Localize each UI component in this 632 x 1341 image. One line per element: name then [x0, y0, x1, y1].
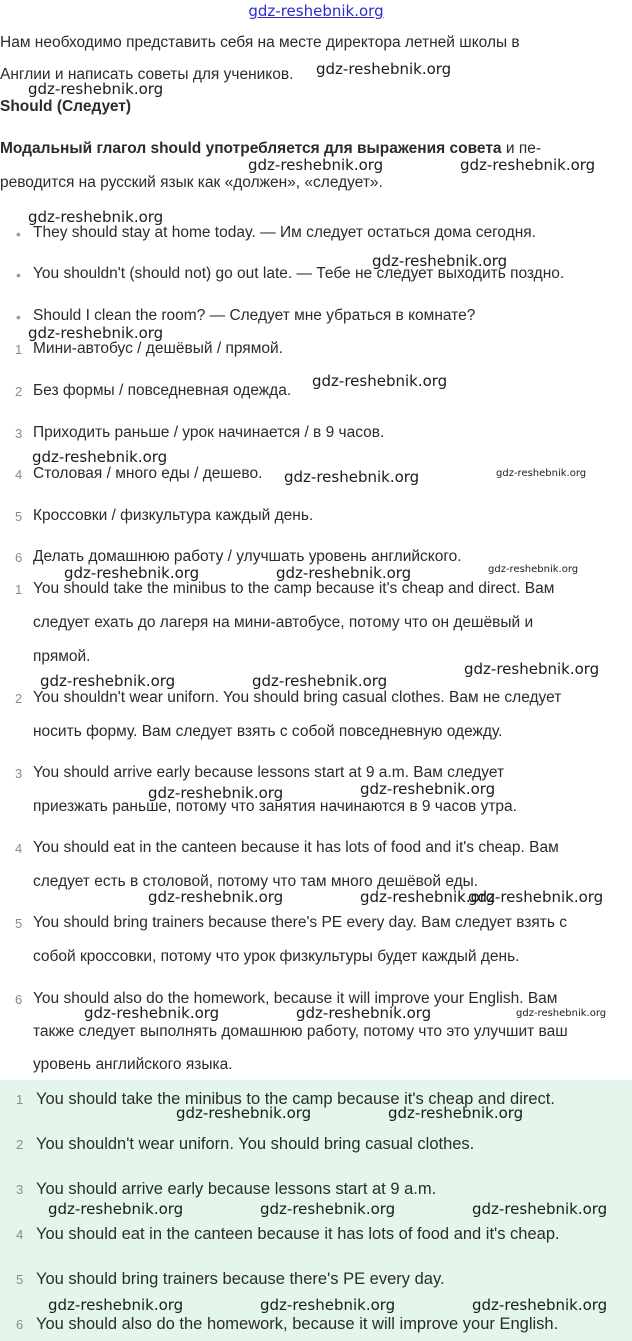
watermark: gdz-reshebnik.org [248, 156, 384, 174]
item-number: 3 [15, 766, 23, 781]
watermark: gdz-reshebnik.org [276, 564, 412, 582]
watermark: gdz-reshebnik.org [252, 672, 388, 690]
summary-text: You should arrive early because lessons start at 9 a.m. [36, 1180, 437, 1198]
site-header-link[interactable]: gdz-reshebnik.org [248, 2, 384, 20]
watermark: gdz-reshebnik.org [472, 1200, 608, 1218]
watermark: gdz-reshebnik.org [284, 468, 420, 486]
bullet-dot: • [16, 226, 21, 242]
item-number: 4 [16, 1227, 24, 1242]
intro-line-1: Нам необходимо представить себя на месте директора летней школы в [0, 34, 520, 51]
watermark: gdz-reshebnik.org [48, 1296, 184, 1314]
item-number: 3 [16, 1182, 24, 1197]
item-number: 5 [15, 509, 23, 524]
watermark: gdz-reshebnik.org [488, 564, 579, 575]
answer-line: собой кроссовки, потому что урок физкультуры будет каждый день. [33, 948, 520, 965]
item-number: 6 [15, 550, 23, 565]
answer-line: носить форму. Вам следует взять с собой повседневную одежду. [33, 723, 503, 740]
watermark: gdz-reshebnik.org [84, 1004, 220, 1022]
item-number: 2 [16, 1137, 24, 1152]
item-number: 5 [16, 1272, 24, 1287]
answer-line: следует ехать до лагеря на мини-автобусе, потому что он дешёвый и [33, 614, 534, 631]
prompt-text: Делать домашнюю работу / улучшать уровень английского. [33, 548, 462, 565]
watermark: gdz-reshebnik.org [316, 60, 452, 78]
answer-line: уровень английского языка. [33, 1056, 233, 1073]
item-number: 3 [15, 426, 23, 441]
summary-text: You should also do the homework, because it will improve your English. [36, 1315, 559, 1333]
item-number: 1 [16, 1092, 24, 1107]
watermark: gdz-reshebnik.org [148, 888, 284, 906]
bullet-dot: • [16, 267, 21, 283]
answer-line: также следует выполнять домашнюю работу, потому что это улучшит ваш [33, 1023, 568, 1040]
rule-bold-text: Модальный глагол should употребляется для выражения совета [0, 140, 502, 157]
watermark: gdz-reshebnik.org [260, 1200, 396, 1218]
item-number: 4 [15, 841, 23, 856]
item-number: 1 [15, 342, 23, 357]
example-text: You shouldn't (should not) go out late. — Тебе не следует выходить поздно. [33, 265, 565, 282]
watermark: gdz-reshebnik.org [28, 208, 164, 226]
summary-text: You should eat in the canteen because it has lots of food and it's cheap. [36, 1225, 560, 1243]
answer-line: You shouldn't wear uniforn. You should bring casual clothes. Вам не следует [33, 689, 562, 706]
prompt-text: Приходить раньше / урок начинается / в 9 часов. [33, 424, 385, 441]
watermark: gdz-reshebnik.org [388, 1104, 524, 1122]
item-number: 5 [15, 916, 23, 931]
answer-line: You should take the minibus to the camp because it's cheap and direct. Вам [33, 580, 555, 597]
answer-line: приезжать раньше, потому что занятия начинаются в 9 часов утра. [33, 798, 517, 815]
answer-line: You should eat in the canteen because it has lots of food and it's cheap. Вам [33, 839, 559, 856]
item-number: 6 [16, 1317, 24, 1332]
watermark: gdz-reshebnik.org [296, 1004, 432, 1022]
watermark: gdz-reshebnik.org [360, 780, 496, 798]
watermark: gdz-reshebnik.org [516, 1008, 607, 1019]
bullet-dot: • [16, 309, 21, 325]
answer-line: You should also do the homework, because it will improve your English. Вам [33, 990, 558, 1007]
watermark: gdz-reshebnik.org [40, 672, 176, 690]
watermark: gdz-reshebnik.org [360, 888, 496, 906]
watermark: gdz-reshebnik.org [28, 324, 164, 342]
rule-line-2: реводится на русский язык как «должен», «следует». [0, 174, 383, 191]
watermark: gdz-reshebnik.org [460, 156, 596, 174]
watermark: gdz-reshebnik.org [260, 1296, 396, 1314]
answer-line: You should bring trainers because there's PE every day. Вам следует взять с [33, 914, 568, 931]
section-title: Should (Следует) [0, 98, 132, 115]
prompt-text: Без формы / повседневная одежда. [33, 382, 292, 399]
answer-line: прямой. [33, 648, 91, 665]
watermark: gdz-reshebnik.org [32, 448, 168, 466]
summary-text: You should bring trainers because there's PE every day. [36, 1270, 445, 1288]
watermark: gdz-reshebnik.org [468, 888, 604, 906]
item-number: 6 [15, 992, 23, 1007]
watermark: gdz-reshebnik.org [64, 564, 200, 582]
item-number: 2 [15, 384, 23, 399]
example-text: Should I clean the room? — Следует мне убраться в комнате? [33, 307, 476, 324]
watermark: gdz-reshebnik.org [28, 80, 164, 98]
answer-line: You should arrive early because lessons start at 9 a.m. Вам следует [33, 764, 505, 781]
prompt-text: Мини-автобус / дешёвый / прямой. [33, 340, 283, 357]
watermark: gdz-reshebnik.org [496, 468, 587, 479]
rule-rest-text: и пе- [501, 140, 541, 157]
intro-line-2: Англии и написать советы для учеников. [0, 66, 294, 83]
watermark: gdz-reshebnik.org [176, 1104, 312, 1122]
watermark: gdz-reshebnik.org [372, 252, 508, 270]
watermark: gdz-reshebnik.org [48, 1200, 184, 1218]
item-number: 1 [15, 582, 23, 597]
summary-text: You shouldn't wear uniforn. You should bring casual clothes. [36, 1135, 475, 1153]
watermark: gdz-reshebnik.org [312, 372, 448, 390]
item-number: 2 [15, 691, 23, 706]
prompt-text: Кроссовки / физкультура каждый день. [33, 507, 314, 524]
watermark: gdz-reshebnik.org [472, 1296, 608, 1314]
answer-line: следует есть в столовой, потому что там много дешёвой еды. [33, 873, 479, 890]
prompt-text: Столовая / много еды / дешево. [33, 465, 263, 482]
summary-text: You should take the minibus to the camp because it's cheap and direct. [36, 1090, 555, 1108]
example-text: They should stay at home today. — Им следует остаться дома сегодня. [33, 224, 537, 241]
watermark: gdz-reshebnik.org [148, 784, 284, 802]
item-number: 4 [15, 467, 23, 482]
watermark: gdz-reshebnik.org [464, 660, 600, 678]
